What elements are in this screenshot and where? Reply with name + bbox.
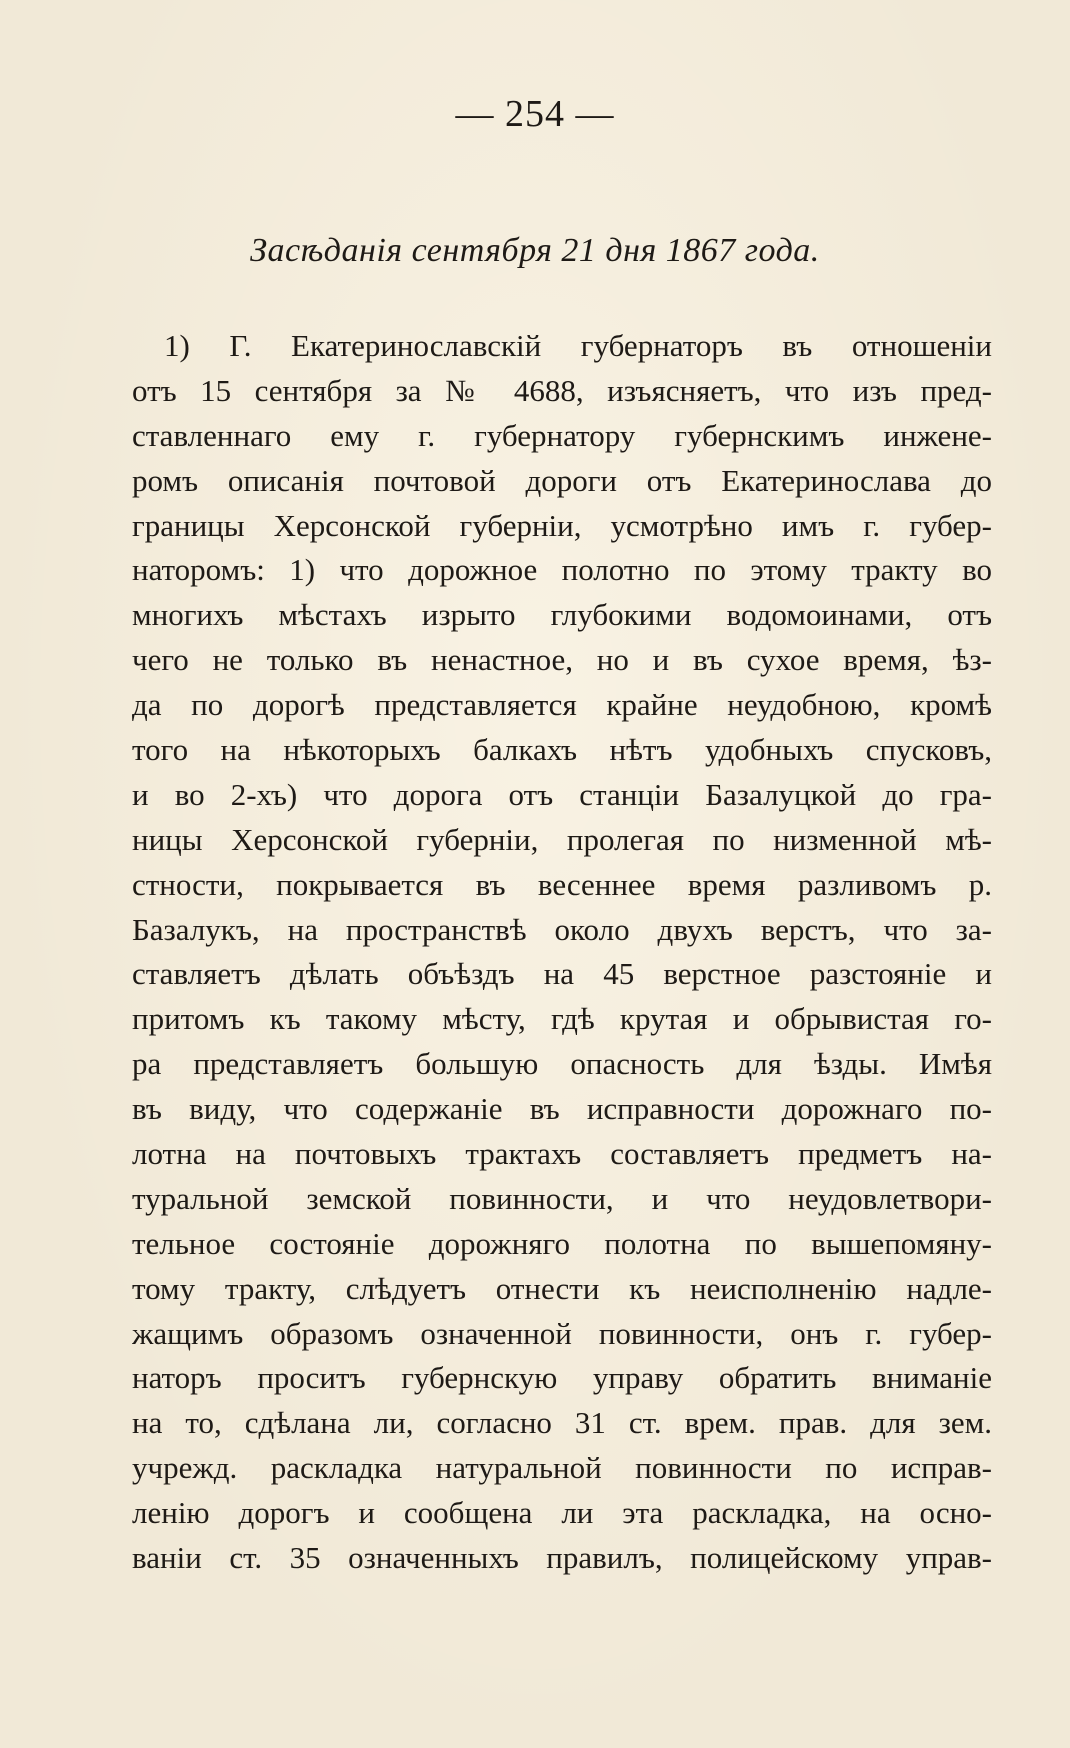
page-number: — 254 — (455, 93, 615, 135)
text-line: 1) Г. Екатеринославскій губернаторъ въ отношеніи (164, 328, 992, 363)
text-line: того на нѣкоторыхъ балкахъ нѣтъ удобныхъ спусковъ, (132, 732, 992, 768)
body-paragraph (132, 324, 992, 1581)
text-line: лотна на почтовыхъ трактахъ составляетъ предметъ на- (132, 1136, 992, 1172)
text-line: да по дорогѣ представляется крайне неудобною, кромѣ (132, 687, 992, 723)
text-line: Базалукъ, на пространствѣ около двухъ верстъ, что за- (132, 911, 992, 947)
text-line: туральной земской повинности, и что неудовлетвори- (132, 1180, 992, 1216)
text-line: ницы Херсонской губерніи, пролегая по низменной мѣ- (132, 821, 992, 857)
text-line: ваніи ст. 35 означенныхъ правилъ, полицейскому управ- (132, 1540, 992, 1576)
text-line: жащимъ образомъ означенной повинности, онъ г. губер- (132, 1315, 992, 1351)
text-line: ставленнаго ему г. губернатору губернскимъ инжене- (132, 417, 992, 453)
text-line: многихъ мѣстахъ изрыто глубокими водомоинами, отъ (132, 597, 992, 633)
text-line: наторомъ: 1) что дорожное полотно по этому тракту во (132, 552, 992, 588)
text-line: границы Херсонской губерніи, усмотрѣно имъ г. губер- (132, 507, 992, 543)
text-line: учрежд. раскладка натуральной повинности по исправ- (132, 1450, 992, 1486)
text-line: ра представляетъ большую опасность для ѣзды. Имѣя (132, 1046, 992, 1082)
text-line: въ виду, что содержаніе въ исправности дорожнаго по- (132, 1091, 992, 1127)
text-line: стности, покрывается въ весеннее время разливомъ р. (132, 866, 992, 902)
text-line: отъ 15 сентября за № 4688, изъясняетъ, что изъ пред- (132, 372, 992, 408)
text-line: притомъ къ такому мѣсту, гдѣ крутая и обрывистая го- (132, 1001, 992, 1037)
text-line: и во 2-хъ) что дорога отъ станціи Базалуцкой до гра- (132, 776, 992, 812)
text-line: тельное состояніе дорожняго полотна по вышепомяну- (132, 1225, 992, 1261)
text-line: ставляетъ дѣлать объѣздъ на 45 верстное разстояніе и (132, 956, 992, 992)
text-line: тому тракту, слѣдуетъ отнести къ неисполненію надле- (132, 1270, 992, 1306)
text-line: ромъ описанія почтовой дороги отъ Екатеринослава до (132, 462, 992, 498)
text-line: чего не только въ ненастное, но и въ сухое время, ѣз- (132, 642, 992, 678)
text-line: наторъ проситъ губернскую управу обратить вниманіе (132, 1360, 992, 1396)
text-line: ленію дорогъ и сообщена ли эта раскладка, на осно- (132, 1495, 992, 1531)
section-heading: Засѣданія сентября 21 дня 1867 года. (250, 232, 820, 269)
text-line: на то, сдѣлана ли, согласно 31 ст. врем. прав. для зем. (132, 1405, 992, 1441)
